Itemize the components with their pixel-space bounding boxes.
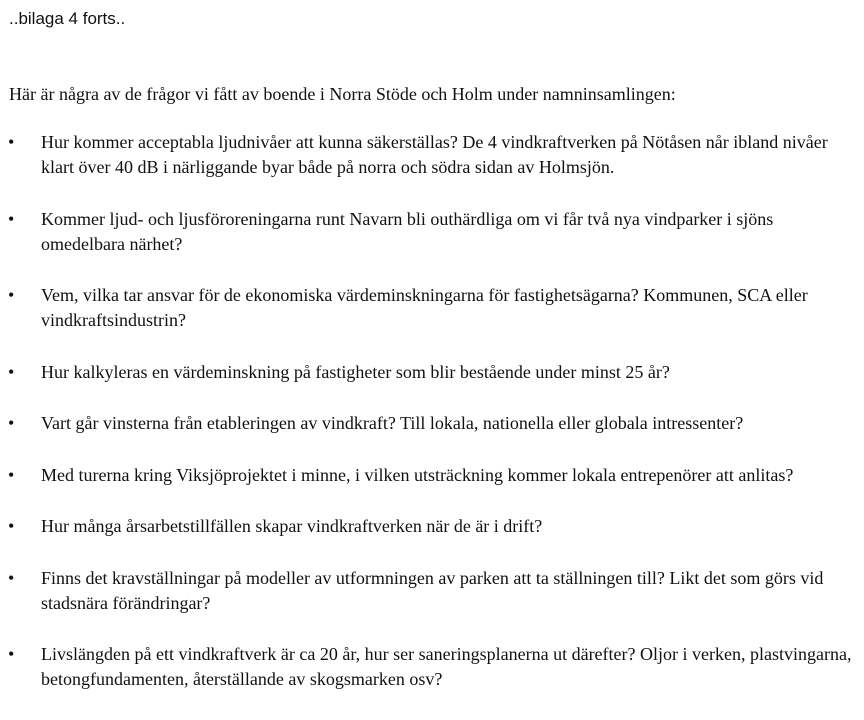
bullet-icon: • xyxy=(8,464,15,485)
bullet-icon: • xyxy=(8,644,15,664)
bullet-icon: • xyxy=(8,413,15,433)
bullet-icon: • xyxy=(8,567,15,588)
bullet-icon: • xyxy=(8,361,15,382)
question-text: Livslängden på ett vindkraftverk är ca 20 år, hur ser saneringsplanerna ut därefter? Oljor i verken, plastvingarna, betongfundamenten, återställande av skogsmarken osv? xyxy=(41,644,852,689)
list-item xyxy=(0,411,864,436)
question-text: Finns det kravställningar på modeller av utformningen av parken att ta ställningen till? Likt det som görs vid stadsnära förändringar? xyxy=(41,567,824,613)
bullet-icon: • xyxy=(8,516,15,536)
list-item xyxy=(0,360,864,385)
question-text: Hur kommer acceptabla ljudnivåer att kunna säkerställas? De 4 vindkraftverken på Nötåsen når ibland nivåer klart över 40 dB i närliggande byar både på norra och södra sidan av Holmsjön. xyxy=(41,132,828,177)
question-text: Vem, vilka tar ansvar för de ekonomiska värdeminskningarna för fastighetsägarna? Kommunen, SCA eller vindkraftsindustrin? xyxy=(41,285,808,330)
question-text: Hur kalkyleras en värdeminskning på fastigheter som blir bestående under minst 25 år? xyxy=(41,361,670,382)
list-item xyxy=(0,642,864,692)
list-item xyxy=(0,514,864,539)
bullet-icon: • xyxy=(8,208,15,229)
list-item xyxy=(0,463,864,488)
intro-paragraph: Här är några av de frågor vi fått av boende i Norra Stöde och Holm under namninsamlingen: xyxy=(9,84,676,104)
bullet-icon: • xyxy=(8,132,15,152)
question-list xyxy=(0,130,864,719)
document-header: ..bilaga 4 forts.. xyxy=(9,9,126,28)
list-item xyxy=(0,130,864,180)
bullet-icon: • xyxy=(8,285,15,305)
question-text: Med turerna kring Viksjöprojektet i minne, i vilken utsträckning kommer lokala entrepenörer att anlitas? xyxy=(41,464,794,485)
list-item xyxy=(0,207,864,257)
list-item xyxy=(0,566,864,616)
list-item xyxy=(0,283,864,333)
question-text: Vart går vinsterna från etableringen av vindkraft? Till lokala, nationella eller globala intressenter? xyxy=(41,413,744,433)
question-text: Hur många årsarbetstillfällen skapar vindkraftverken när de är i drift? xyxy=(41,516,543,536)
question-text: Kommer ljud- och ljusföroreningarna runt Navarn bli outhärdliga om vi får två nya vindparker i sjöns omedelbara närhet? xyxy=(41,208,774,254)
